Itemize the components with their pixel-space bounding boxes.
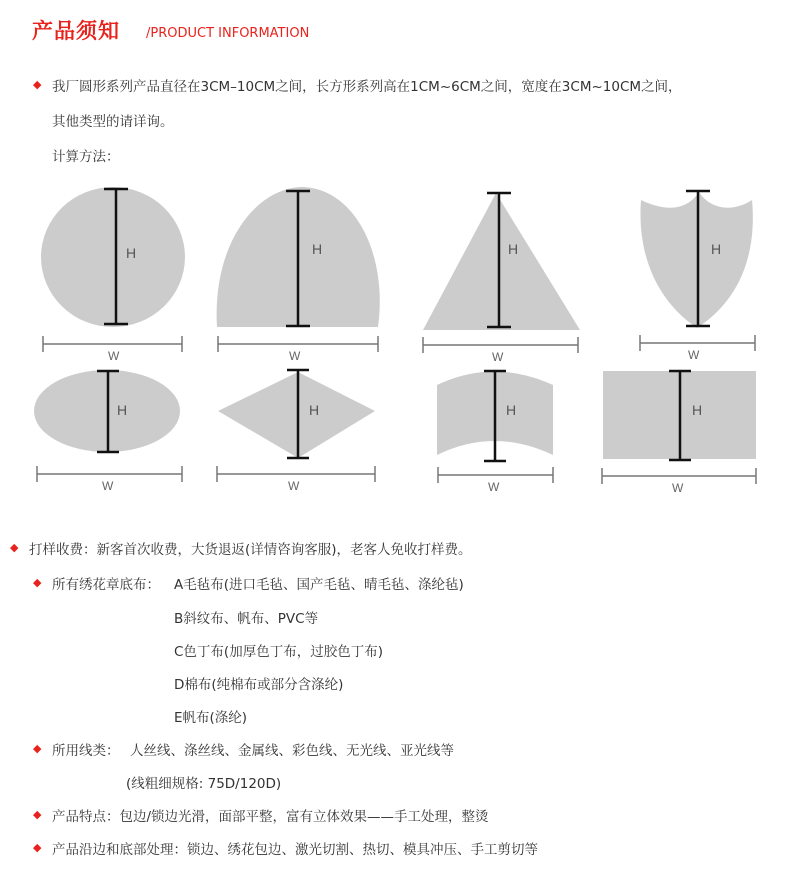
width-label: W	[688, 348, 700, 362]
bullet-diamond-icon: ◆	[33, 576, 42, 589]
fabric-item-a: A毛毡布(进口毛毡、国产毛毡、晴毛毡、涤纶毡)	[174, 577, 464, 593]
height-bars-row-2	[97, 370, 691, 461]
bullet-diamond-icon: ◆	[33, 808, 42, 821]
width-label: W	[102, 479, 114, 493]
width-lines-row-2	[37, 466, 756, 484]
intro-line-2: 其他类型的请详询。	[52, 114, 174, 130]
fabric-item-b: B斜纹布、帆布、PVC等	[174, 611, 319, 627]
height-label: H	[692, 402, 703, 418]
fabric-label: 所有绣花章底布：	[52, 577, 160, 593]
product-features: 产品特点：包边/锁边光滑，面部平整，富有立体效果——手工处理，整烫	[52, 809, 489, 825]
width-label: W	[289, 349, 301, 363]
header-subtitle: /PRODUCT INFORMATION	[146, 26, 310, 41]
bullet-diamond-icon: ◆	[10, 541, 19, 554]
width-lines-row-1	[43, 335, 755, 353]
width-label: W	[108, 349, 120, 363]
thread-types: 人丝线、涤丝线、金属线、彩色线、无光线、亚光线等	[130, 743, 454, 759]
circle-shape	[41, 187, 185, 327]
bullet-diamond-icon: ◆	[33, 841, 42, 854]
width-label: W	[288, 479, 300, 493]
height-label: H	[309, 402, 320, 418]
height-label: H	[312, 241, 323, 257]
calc-method-label: 计算方法：	[52, 149, 120, 165]
intro-line-1: 我厂圆形系列产品直径在3CM–10CM之间，长方形系列高在1CM~6CM之间，宽度在3CM~10CM之间，	[52, 79, 682, 95]
height-label: H	[117, 402, 128, 418]
triangle-shape	[423, 193, 580, 330]
width-label: W	[492, 350, 504, 364]
height-label: H	[126, 245, 137, 261]
shield-shape	[640, 192, 752, 328]
height-label: H	[506, 402, 517, 418]
diamond-shape	[218, 372, 375, 458]
width-label: W	[488, 480, 500, 494]
height-label: H	[711, 241, 722, 257]
height-bars-row-1	[104, 189, 710, 327]
fabric-item-c: C色丁布(加厚色丁布，过胶色丁布)	[174, 644, 383, 660]
edge-processing: 产品沿边和底部处理：锁边、绣花包边、激光切割、热切、模具冲压、手工剪切等	[52, 842, 538, 858]
sample-fee-text: 打样收费：新客首次收费，大货退返(详情咨询客服)，老客人免收打样费。	[29, 542, 472, 558]
thread-label: 所用线类：	[52, 743, 120, 759]
fabric-item-d: D棉布(纯棉布或部分含涤纶)	[174, 677, 344, 693]
thread-spec: (线粗细规格: 75D/120D)	[126, 776, 282, 792]
bullet-diamond-icon: ◆	[33, 78, 42, 91]
header-title: 产品须知	[32, 19, 120, 43]
width-label: W	[672, 481, 684, 495]
fabric-item-e: E帆布(涤纶)	[174, 710, 248, 726]
bullet-diamond-icon: ◆	[33, 742, 42, 755]
height-label: H	[508, 241, 519, 257]
